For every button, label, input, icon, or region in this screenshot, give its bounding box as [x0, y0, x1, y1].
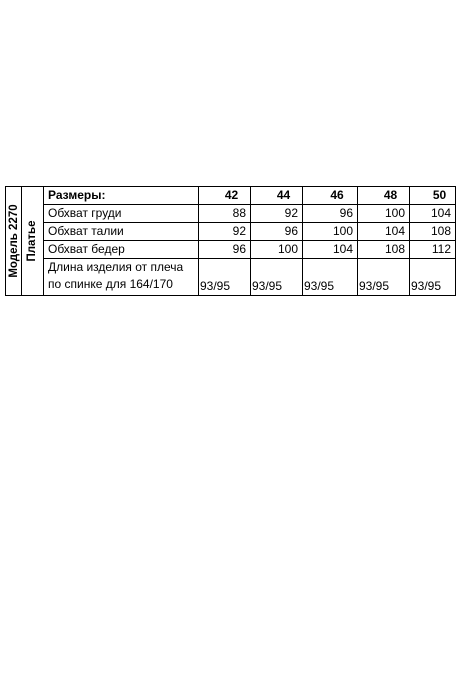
model-label: Модель 2270	[7, 204, 20, 278]
table-cell: 93/95	[410, 259, 456, 296]
size-table	[43, 186, 456, 296]
size-header: 44	[251, 187, 303, 205]
size-chart	[5, 186, 457, 297]
table-cell: 104	[410, 205, 456, 223]
row-label: Обхват талии	[44, 223, 199, 241]
table-cell: 100	[358, 205, 410, 223]
table-cell: 88	[199, 205, 251, 223]
model-cell	[5, 186, 22, 296]
table-cell: 100	[251, 241, 303, 259]
table-cell: 104	[303, 241, 358, 259]
header-label: Размеры:	[44, 187, 199, 205]
row-label: Обхват груди	[44, 205, 199, 223]
table-cell: 93/95	[251, 259, 303, 296]
table-cell: 100	[303, 223, 358, 241]
size-header: 42	[199, 187, 251, 205]
table-cell: 96	[303, 205, 358, 223]
size-header: 48	[358, 187, 410, 205]
row-label: Длина изделия от плеча по спинке для 164/170	[44, 259, 199, 296]
garment-cell	[21, 186, 44, 296]
table-cell: 104	[358, 223, 410, 241]
table-row	[44, 259, 456, 296]
table-cell: 96	[199, 241, 251, 259]
table-cell: 96	[251, 223, 303, 241]
size-header: 46	[303, 187, 358, 205]
table-cell: 108	[358, 241, 410, 259]
table-cell: 93/95	[303, 259, 358, 296]
size-header: 50	[410, 187, 456, 205]
table-row	[44, 205, 456, 223]
table-cell: 93/95	[358, 259, 410, 296]
table-cell: 92	[199, 223, 251, 241]
table-row	[44, 241, 456, 259]
row-label: Обхват бедер	[44, 241, 199, 259]
table-cell: 108	[410, 223, 456, 241]
table-cell: 112	[410, 241, 456, 259]
garment-label: Платье	[26, 220, 38, 262]
table-row	[44, 223, 456, 241]
table-cell: 92	[251, 205, 303, 223]
table-cell: 93/95	[199, 259, 251, 296]
table-header-row	[44, 187, 456, 205]
